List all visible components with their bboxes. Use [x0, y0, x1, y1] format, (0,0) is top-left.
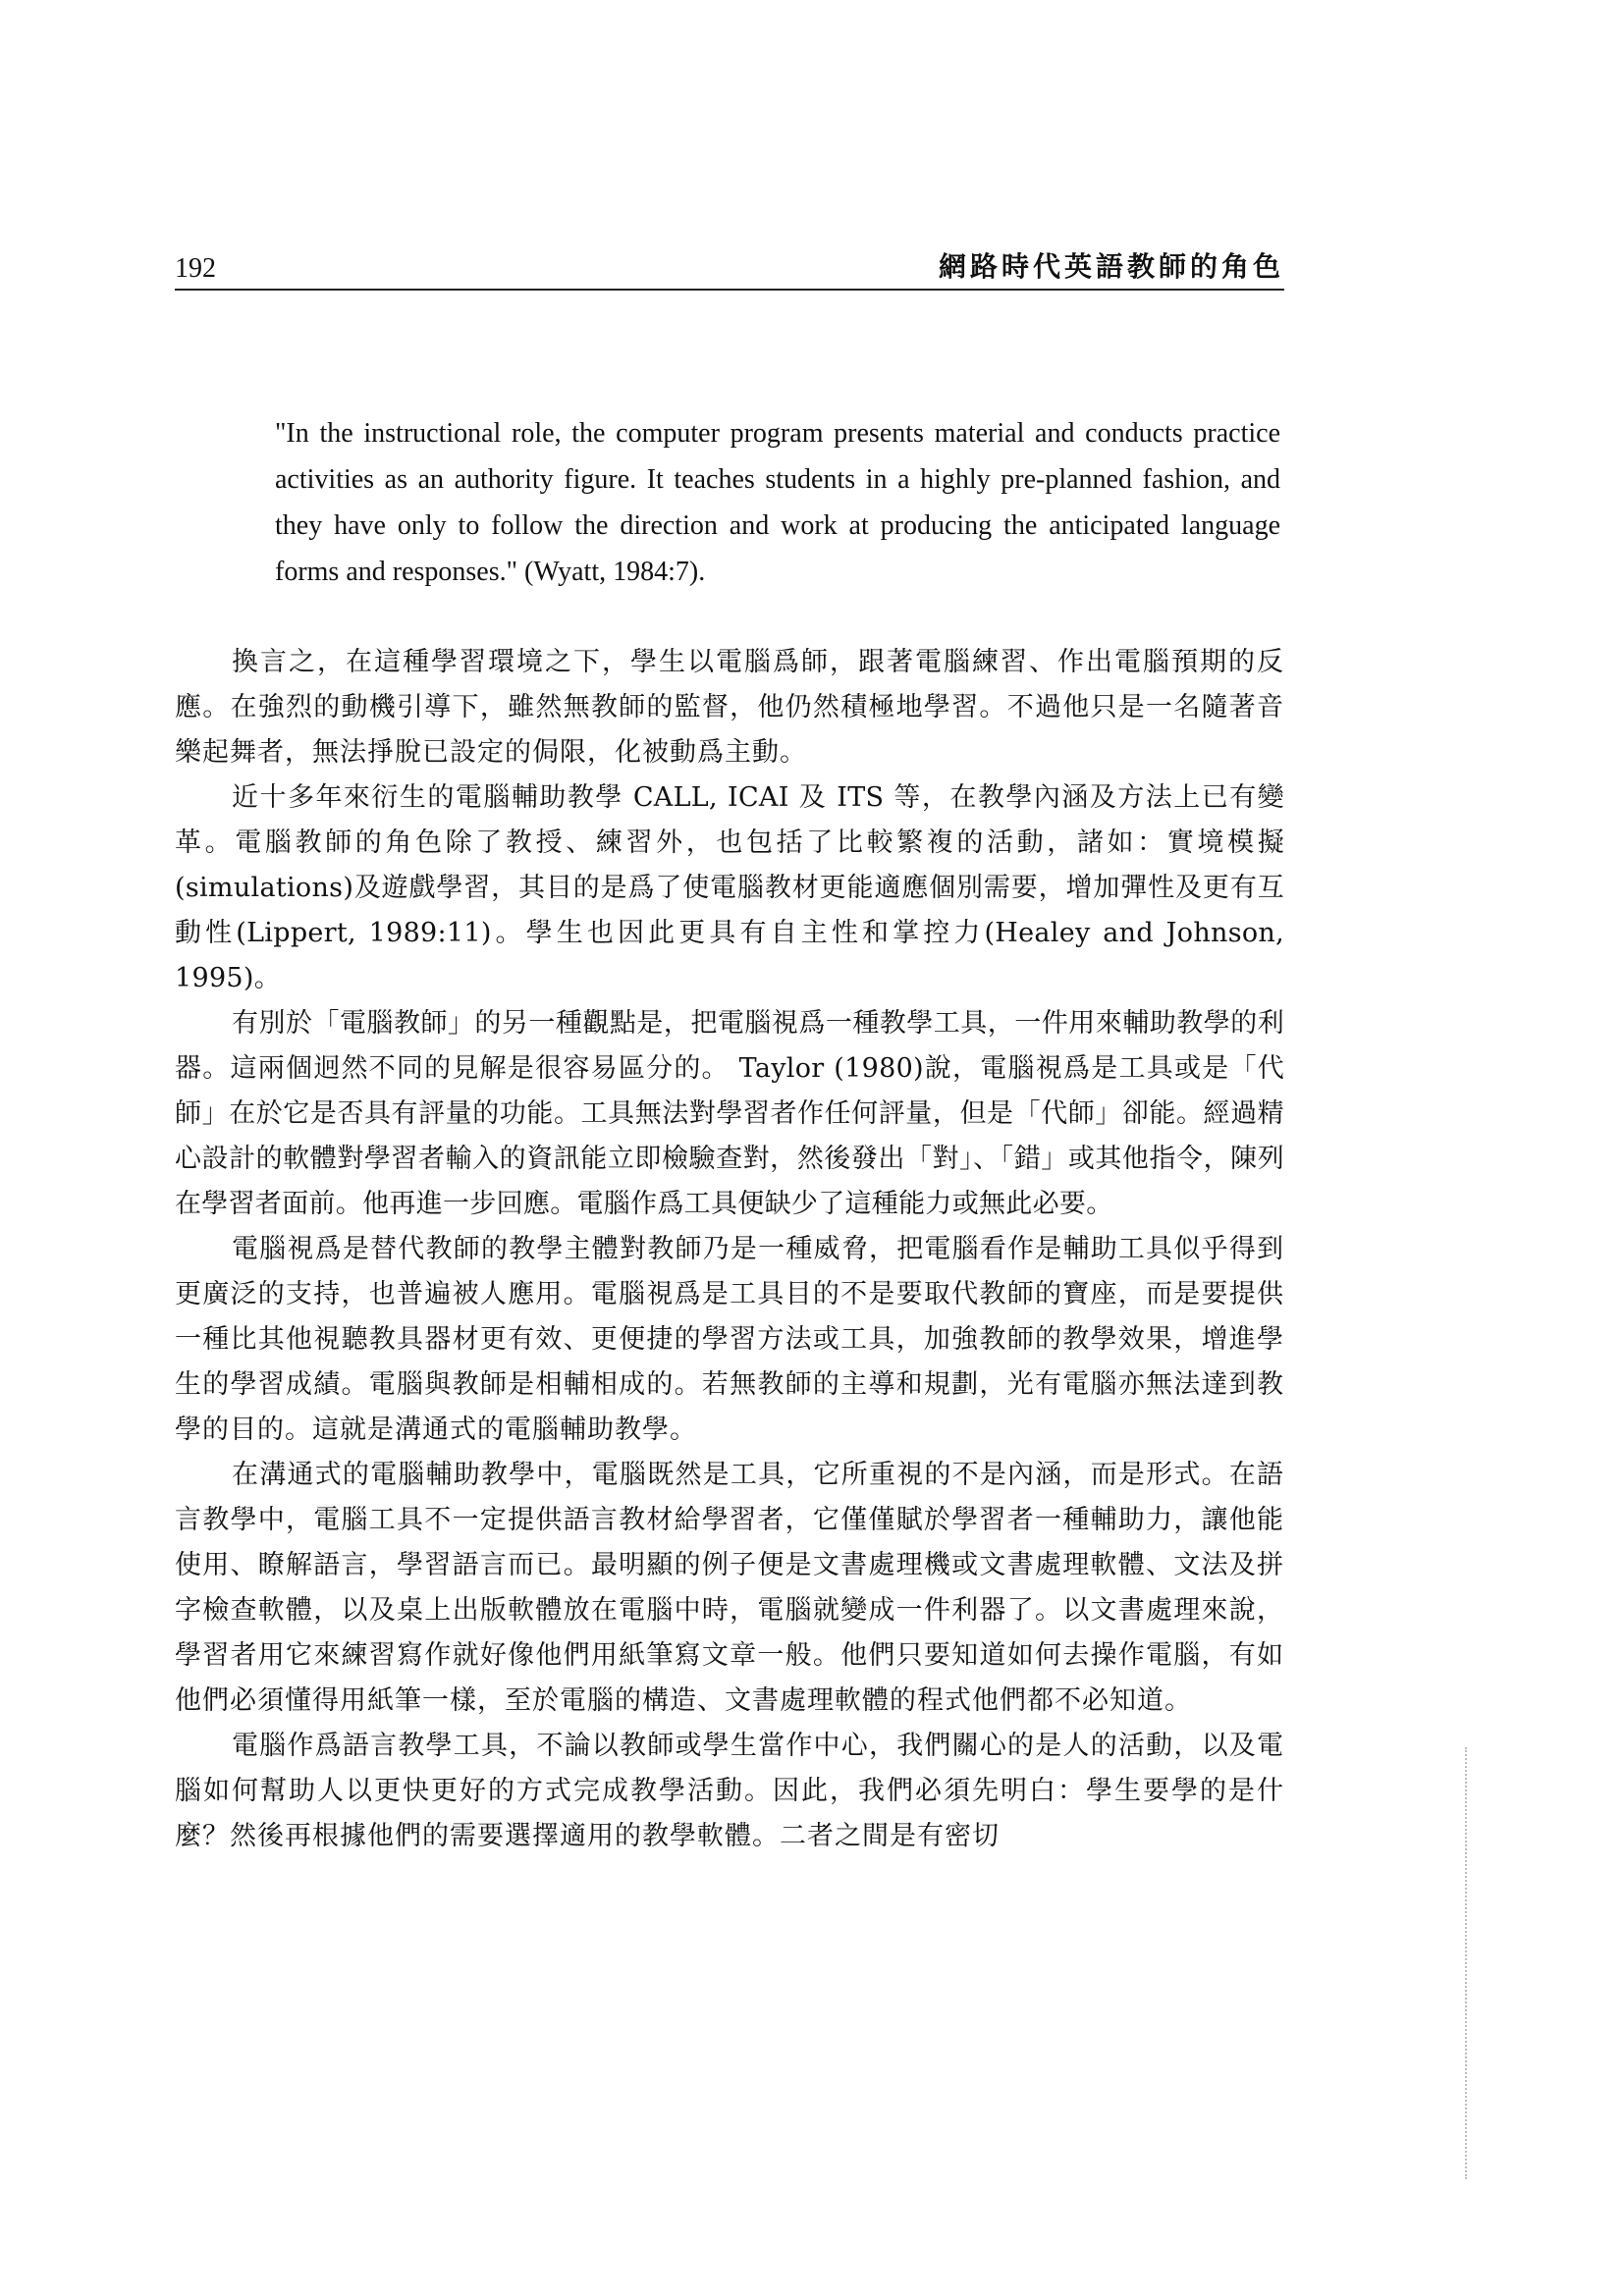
header-rule	[175, 289, 1284, 291]
paragraph-2: 近十多年來衍生的電腦輔助教學 CALL, ICAI 及 ITS 等，在教學內涵及方法上已有變革。電腦教師的角色除了教授、練習外，也包括了比較繁複的活動，諸如：實境模擬(simulations)及遊戲學習，其目的是爲了使電腦教材更能適應個別需要，增加彈性及更有互動性(Lippert, 1989:11)。學生也因此更具有自主性和掌控力(Healey and Johnson, 1995)。	[175, 782, 1284, 993]
page-number: 192	[175, 253, 216, 284]
paragraph-6: 電腦作爲語言教學工具，不論以教師或學生當作中心，我們關心的是人的活動，以及電腦如何幫助人以更快更好的方式完成教學活動。因此，我們必須先明白：學生要學的是什麼？然後再根據他們的需要選擇適用的教學軟體。二者之間是有密切	[175, 1731, 1284, 1851]
paragraph-1: 換言之，在這種學習環境之下，學生以電腦爲師，跟著電腦練習、作出電腦預期的反應。在強烈的動機引導下，雖然無教師的監督，他仍然積極地學習。不過他只是一名隨著音樂起舞者，無法掙脫已設定的侷限，化被動爲主動。	[175, 647, 1284, 768]
body-text	[175, 640, 1284, 1859]
paragraph-4: 電腦視爲是替代教師的教學主體對教師乃是一種威脅，把電腦看作是輔助工具似乎得到更廣泛的支持，也普遍被人應用。電腦視爲是工具目的不是要取代教師的寶座，而是要提供一種比其他視聽教具器材更有效、更便捷的學習方法或工具，加強教師的教學效果，增進學生的學習成績。電腦與教師是相輔相成的。若無教師的主導和規劃，光有電腦亦無法達到教學的目的。這就是溝通式的電腦輔助教學。	[175, 1234, 1284, 1445]
page-header	[175, 245, 1284, 291]
paragraph-5: 在溝通式的電腦輔助教學中，電腦既然是工具，它所重視的不是內涵，而是形式。在語言教學中，電腦工具不一定提供語言教材給學習者，它僅僅賦於學習者一種輔助力，讓他能使用、瞭解語言，學習語言而已。最明顯的例子便是文書處理機或文書處理軟體、文法及拼字檢查軟體，以及桌上出版軟體放在電腦中時，電腦就變成一件利器了。以文書處理來說，學習者用它來練習寫作就好像他們用紙筆寫文章一般。他們只要知道如何去操作電腦，有如他們必須懂得用紙筆一樣，至於電腦的構造、文書處理軟體的程式他們都不必知道。	[175, 1460, 1284, 1716]
paragraph-3: 有別於「電腦教師」的另一種觀點是，把電腦視爲一種教學工具，一件用來輔助教學的利器。這兩個迥然不同的見解是很容易區分的。 Taylor (1980)說，電腦視爲是工具或是「代師」在於它是否具有評量的功能。工具無法對學習者作任何評量，但是「代師」卻能。經過精心設計的軟體對學習者輸入的資訊能立即檢驗查對，然後發出「對」、「錯」或其他指令，陳列在學習者面前。他再進一步回應。電腦作爲工具便缺少了這種能力或無此必要。	[175, 1008, 1284, 1219]
scan-edge-mark	[1465, 1747, 1467, 2179]
running-title: 網路時代英語教師的角色	[938, 250, 1284, 283]
block-quote: "In the instructional role, the computer program presents material and conducts practice activities as an authority figure. It teaches students in a highly pre-planned fashion, and they have only to follow the direction and work at producing the anticipated language forms and responses." (Wyatt, 1984:7).	[275, 418, 1280, 587]
